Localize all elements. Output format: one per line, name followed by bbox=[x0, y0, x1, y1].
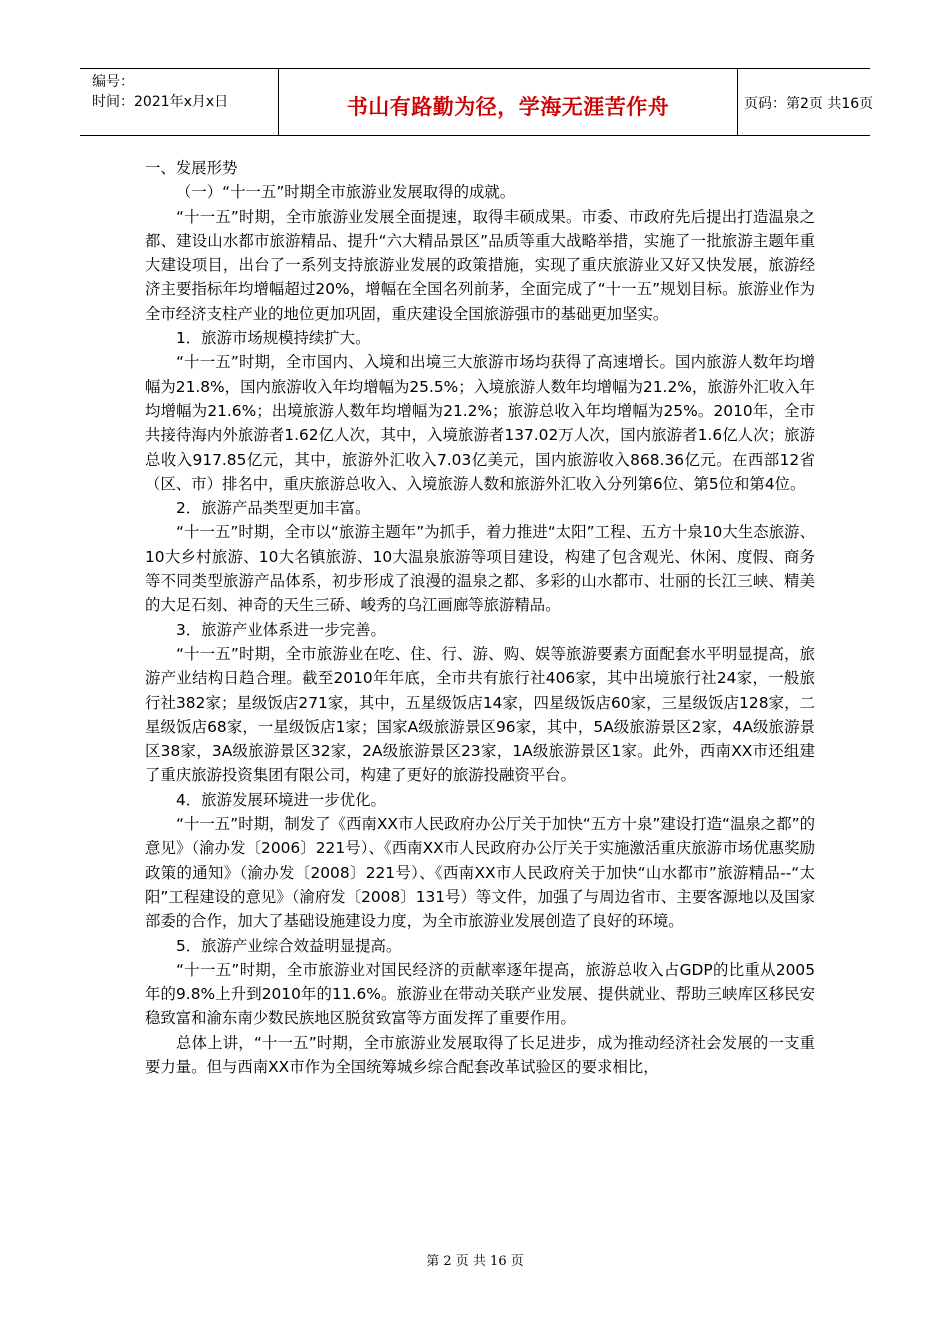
body-paragraph: “十一五”时期，全市以“旅游主题年”为抓手，着力推进“太阳”工程、五方十泉10大生态旅游、10大乡村旅游、10大名镇旅游、10大温泉旅游等项目建设，构建了包含观光、休闲、度假、商务等不同类型旅游产品体系，初步形成了浪漫的温泉之都、多彩的山水都市、壮丽的长江三峡、精美的大足石刻、神奇的天生三硚、峻秀的乌江画廊等旅游精品。 bbox=[145, 523, 815, 615]
subsection-heading: （一）“十一五”时期全市旅游业发展取得的成就。 bbox=[176, 183, 516, 202]
subsection-heading: 3．旅游产业体系进一步完善。 bbox=[176, 620, 386, 639]
header-meta bbox=[80, 69, 278, 135]
motto: 书山有路勤为径，学海无涯苦作舟 bbox=[346, 94, 670, 119]
section-heading: 一、发展形势 bbox=[145, 159, 238, 177]
date-label: 时间：2021年x月x日 bbox=[92, 94, 229, 110]
subsection-heading: 1．旅游市场规模持续扩大。 bbox=[176, 329, 371, 348]
page-header bbox=[80, 68, 874, 136]
header-page-cell bbox=[736, 69, 874, 135]
body-paragraph: “十一五”时期，全市国内、入境和出境三大旅游市场均获得了高速增长。国内旅游人数年均增幅为21.8%，国内旅游收入年均增幅为25.5%；入境旅游人数年均增幅为21.2%，旅游外汇收入年均增幅为21.6%；出境旅游人数年均增幅为21.2%；旅游总收入年均增幅为25%。2010年，全市共接待海内外旅游者1.62亿人次，其中，入境旅游者137.02万人次，国内旅游者1.6亿人次；旅游总收入917.85亿元，其中，旅游外汇收入7.03亿美元，国内旅游收入868.36亿元。在西部12省（区、市）排名中，重庆旅游总收入、入境旅游人数和旅游外汇收入分列第6位、第5位和第4位。 bbox=[145, 353, 815, 493]
page-footer: 第 2 页 共 16 页 bbox=[426, 1254, 524, 1269]
header-motto-cell bbox=[278, 69, 738, 135]
subsection-heading: 5．旅游产业综合效益明显提高。 bbox=[176, 936, 402, 955]
body-paragraph: “十一五”时期，全市旅游业发展全面提速，取得丰硕成果。市委、市政府先后提出打造温泉之都、建设山水都市旅游精品、提升“六大精品景区”品质等重大战略举措，实施了一批旅游主题年重大建设项目，出台了一系列支持旅游业发展的政策措施，实现了重庆旅游业又好又快发展，旅游经济主要指标年均增幅超过20%，增幅在全国名列前茅，全面完成了“十一五”规划目标。旅游业作为全市经济支柱产业的地位更加巩固，重庆建设全国旅游强市的基础更加坚实。 bbox=[145, 207, 815, 323]
subsection-heading: 4．旅游发展环境进一步优化。 bbox=[176, 790, 386, 809]
body-paragraph: “十一五”时期，全市旅游业在吃、住、行、游、购、娱等旅游要素方面配套水平明显提高，旅游产业结构日趋合理。截至2010年年底，全市共有旅行社406家，其中出境旅行社24家，一般旅行社382家；星级饭店271家，其中，五星级饭店14家，四星级饭店60家，三星级饭店128家，二星级饭店68家，一星级饭店1家；国家A级旅游景区96家，其中，5A级旅游景区2家，4A级旅游景区38家，3A级旅游景区32家，2A级旅游景区23家，1A级旅游景区1家。此外，西南XX市还组建了重庆旅游投资集团有限公司，构建了更好的旅游投融资平台。 bbox=[145, 644, 815, 785]
body-paragraph: “十一五”时期，全市旅游业对国民经济的贡献率逐年提高，旅游总收入占GDP的比重从2005年的9.8%上升到2010年的11.6%。旅游业在带动关联产业发展、提供就业、帮助三峡库区移民安稳致富和渝东南少数民族地区脱贫致富等方面发挥了重要作用。 bbox=[145, 960, 815, 1028]
document-body bbox=[145, 156, 815, 1079]
page-info: 页码：第2页 共16页 bbox=[744, 96, 874, 112]
code-label: 编号： bbox=[92, 74, 134, 90]
body-paragraph: “十一五”时期，制发了《西南XX市人民政府办公厅关于加快“五方十泉”建设打造“温泉之都”的意见》（渝办发〔2006〕221号）、《西南XX市人民政府办公厅关于实施激活重庆旅游市场优惠奖励政策的通知》（渝办发〔2008〕221号）、《西南XX市人民政府关于加快“山水都市”旅游精品--“太阳”工程建设的意见》（渝府发〔2008〕131号）等文件，加强了与周边省市、主要客源地以及国家部委的合作，加大了基础设施建设力度，为全市旅游业发展创造了良好的环境。 bbox=[145, 815, 815, 931]
subsection-heading: 2．旅游产品类型更加丰富。 bbox=[176, 499, 371, 518]
body-paragraph: 总体上讲，“十一五”时期，全市旅游业发展取得了长足进步，成为推动经济社会发展的一支重要力量。但与西南XX市作为全国统筹城乡综合配套改革试验区的要求相比， bbox=[145, 1033, 815, 1076]
